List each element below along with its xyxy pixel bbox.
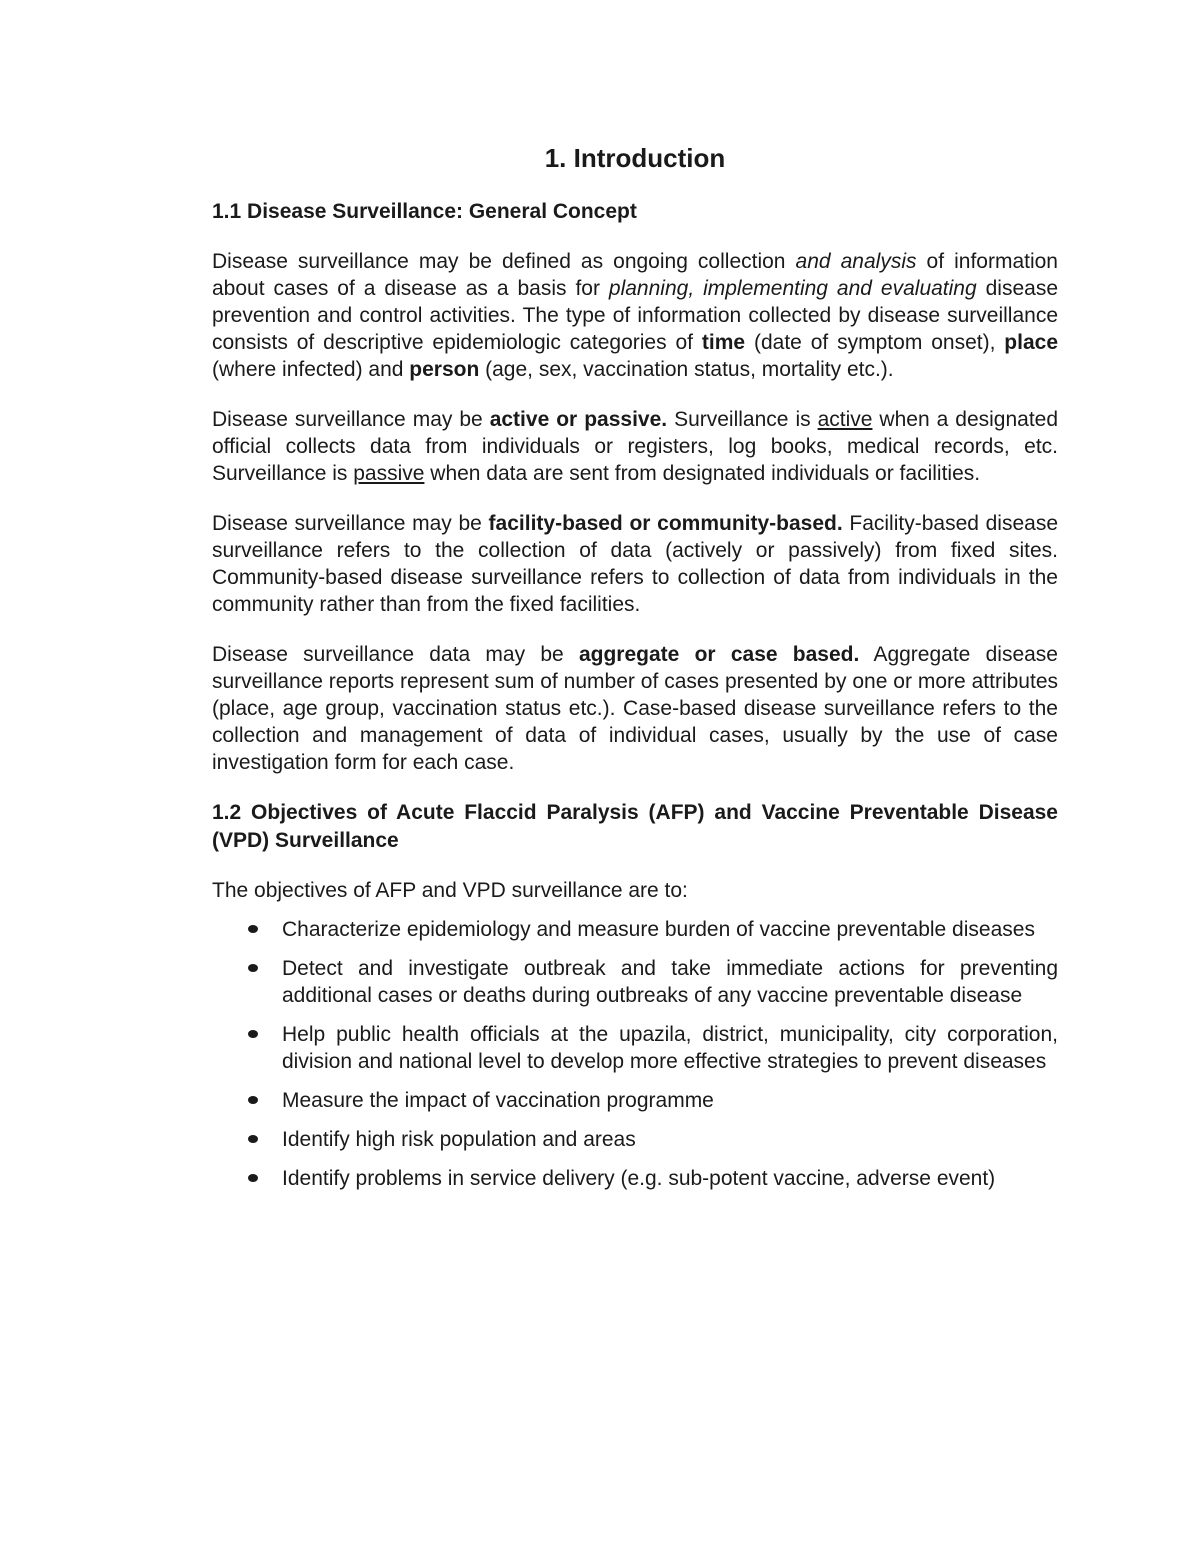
objectives-intro: The objectives of AFP and VPD surveillance are to: <box>212 879 688 902</box>
paragraph-facility-community: Disease surveillance may be facility-based or community-based. Facility-based disease surveillance refers to the collection of data (actively or passively) from fixed sites. Community-based disease surveillance refers to collection of data from individuals in the community rather than from the fixed facilities. <box>212 512 1058 616</box>
list-item: Identify high risk population and areas <box>212 1126 1058 1153</box>
list-item: Characterize epidemiology and measure burden of vaccine preventable diseases <box>212 916 1058 943</box>
paragraph-definition: Disease surveillance may be defined as ongoing collection and analysis of information about cases of a disease as a basis for planning, implementing and evaluating disease prevention and control activities. The type of information collected by disease surveillance consists of descriptive epidemiologic categories of time (date of symptom onset), place (where infected) and person (age, sex, vaccination status, mortality etc.). <box>212 250 1059 381</box>
objectives-list <box>212 916 1058 1192</box>
bullet-icon <box>248 1096 258 1104</box>
bullet-icon <box>248 1174 258 1182</box>
section-heading-1-2: 1.2 Objectives of Acute Flaccid Paralysis (AFP) and Vaccine Preventable Disease (VPD) Surveillance <box>212 801 1058 852</box>
paragraph-aggregate-case: Disease surveillance data may be aggregate or case based. Aggregate disease surveillance reports represent sum of number of cases presented by one or more attributes (place, age group, vaccination status etc.). Case-based disease surveillance refers to the collection and management of data of individual cases, usually by the use of case investigation form for each case. <box>212 643 1058 774</box>
bullet-icon <box>248 1030 258 1038</box>
bullet-icon <box>248 1135 258 1143</box>
section-heading-1-1: 1.1 Disease Surveillance: General Concept <box>212 200 637 223</box>
list-item: Measure the impact of vaccination programme <box>212 1087 1058 1114</box>
list-item: Help public health officials at the upazila, district, municipality, city corporation, division and national level to develop more effective strategies to prevent diseases <box>212 1021 1058 1075</box>
list-item: Detect and investigate outbreak and take immediate actions for preventing additional cases or deaths during outbreaks of any vaccine preventable disease <box>212 955 1058 1009</box>
paragraph-active-passive: Disease surveillance may be active or passive. Surveillance is active when a designated official collects data from individuals or registers, log books, medical records, etc. Surveillance is passive when data are sent from designated individuals or facilities. <box>212 408 1059 485</box>
bullet-icon <box>248 925 258 933</box>
document-title: 1. Introduction <box>544 143 726 173</box>
list-item: Identify problems in service delivery (e.g. sub-potent vaccine, adverse event) <box>212 1165 1058 1192</box>
document-page <box>212 140 1058 1204</box>
bullet-icon <box>248 964 258 972</box>
